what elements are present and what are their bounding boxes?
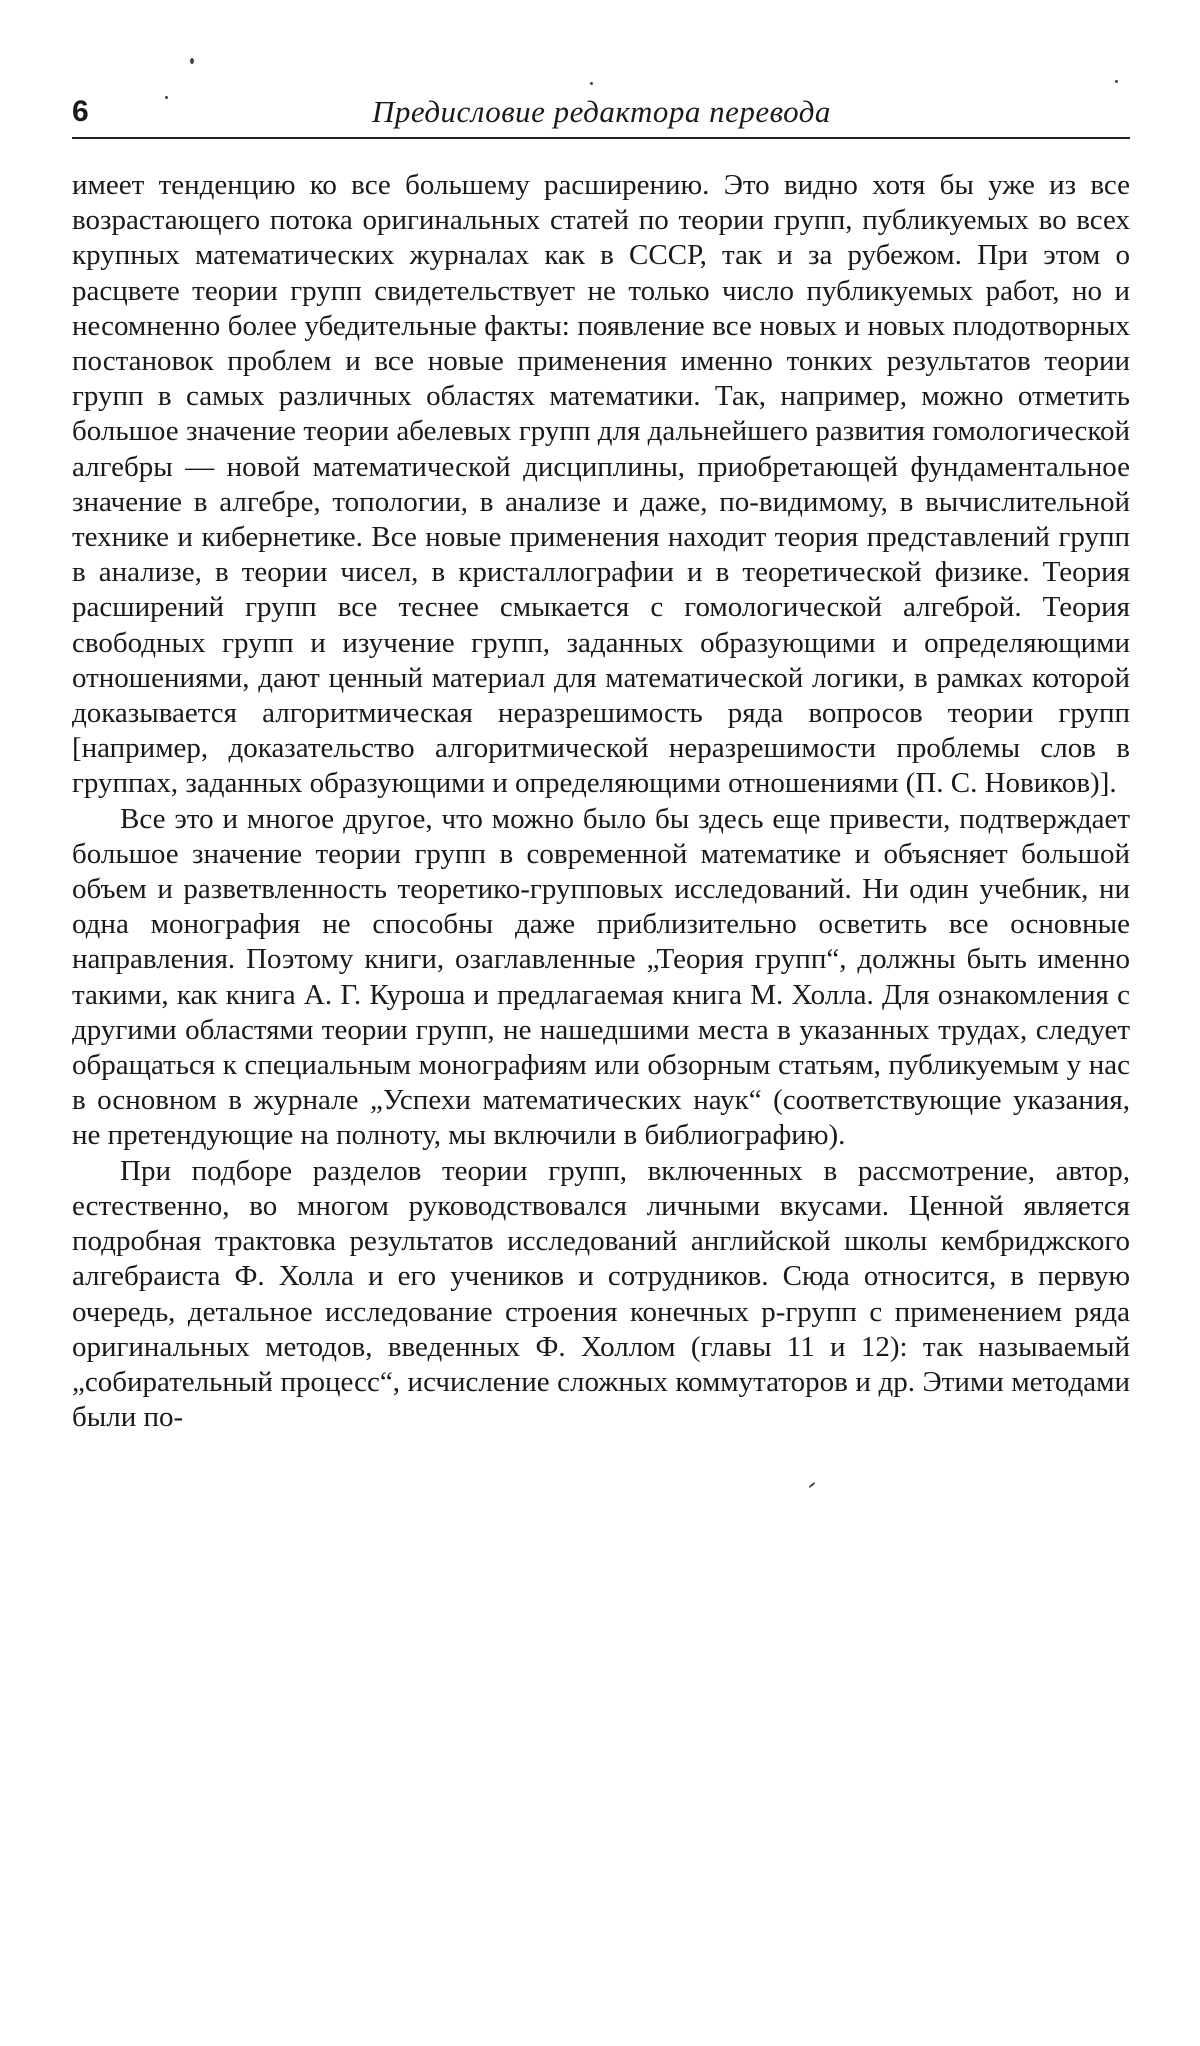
paragraph-2: Все это и многое другое, что можно было бы здесь еще привести, подтверждает большое значение теории групп в современной математике и объясняет большой объем и разветвленность теоретико-групповых исследований. Ни один учебник, ни одна монография не способны даже приблизительно осветить все основные направления. Поэтому книги, озаглавленные „Теория групп“, должны быть именно такими, как книга А. Г. Куроша и предлагаемая книга М. Холла. Для ознакомления с другими областями теории групп, не нашедшими места в указанных трудах, следует обращаться к специальным монографиям или обзорным статьям, публикуемым у нас в основном в журнале „Успехи математических наук“ (соответствующие указания, не претендующие на полноту, мы включили в библиографию). (72, 802, 1130, 1152)
page-number: 6 (72, 95, 89, 128)
scan-speck (165, 96, 168, 99)
paragraph-1: имеет тенденцию ко все большему расширению. Это видно хотя бы уже из все возрастающего потока оригинальных статей по теории групп, публикуемых во всех крупных математических журналах как в СССР, так и за рубежом. При этом о расцвете теории групп свидетельствует не только число публикуемых работ, но и несомненно более убедительные факты: появление все новых и новых плодотворных постановок проблем и все новые применения именно тонких результатов теории групп в самых различных областях математики. Так, например, можно отметить большое значение теории абелевых групп для дальнейшего развития гомологической алгебры — новой математической дисциплины, приобретающей фундаментальное значение в алгебре, топологии, в анализе и даже, по-видимому, в вычислительной технике и кибернетике. Все новые применения находит теория представлений групп в анализе, в теории чисел, в кристаллографии и в теоретической физике. Теория расширений групп все теснее смыкается с гомологической алгеброй. Теория свободных групп и изучение групп, заданных образующими и определяющими отношениями, дают ценный материал для математической логики, в рамках которой доказывается алгоритмическая неразрешимость ряда вопросов теории групп [например, доказательство алгоритмической неразрешимости проблемы слов в группах, заданных образующими и определяющими отношениями (П. С. Новиков)]. (72, 169, 1130, 800)
body-text (72, 168, 1130, 1435)
running-head (72, 92, 1128, 136)
header-rule (72, 137, 1130, 139)
scan-speck (808, 1482, 815, 1489)
scan-speck (590, 82, 593, 85)
scan-speck (190, 58, 194, 64)
scan-speck (1115, 80, 1118, 83)
paragraph-3: При подборе разделов теории групп, включенных в рассмотрение, автор, естественно, во многом руководствовался личными вкусами. Ценной является подробная трактовка результатов исследований английской школы кембриджского алгебраиста Ф. Холла и его учеников и сотрудников. Сюда относится, в первую очередь, детальное исследование строения конечных p-групп с применением ряда оригинальных методов, введенных Ф. Холлом (главы 11 и 12): так называемый „собирательный процесс“, исчисление сложных коммутаторов и др. Этими методами были по- (72, 1154, 1130, 1434)
running-title: Предисловие редактора перевода (372, 94, 831, 129)
